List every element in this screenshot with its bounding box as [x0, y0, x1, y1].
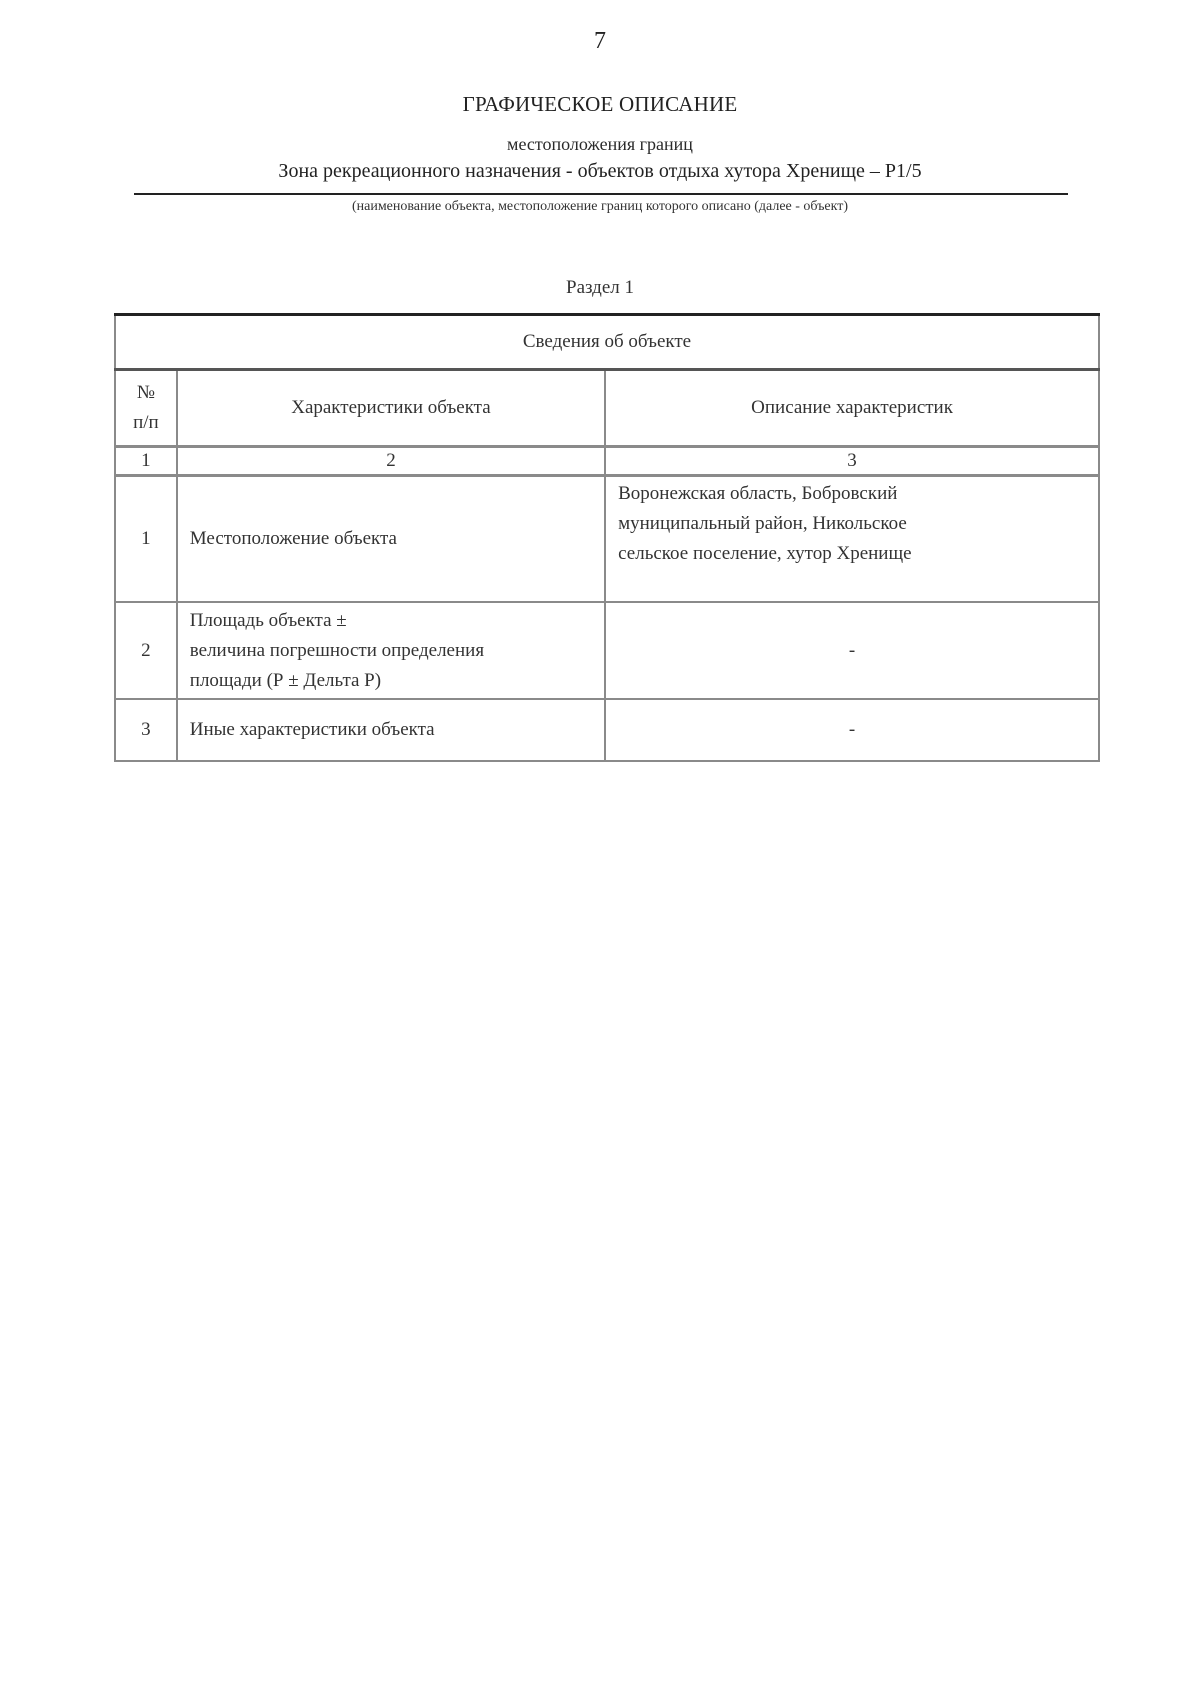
characteristic-line: площади (Р ± Дельта Р) [189, 669, 382, 691]
header-num-line2: п/п [133, 412, 159, 433]
row-num: 3 [115, 699, 177, 761]
document-subtitle: местоположения границ [507, 134, 693, 154]
table-caption-row [115, 315, 1099, 370]
table-row [115, 699, 1099, 761]
description-line: сельское поселение, хутор Хренище [618, 543, 912, 564]
document-title: ГРАФИЧЕСКОЕ ОПИСАНИЕ [462, 92, 738, 116]
description-line: Воронежская область, Бобровский [618, 483, 898, 504]
characteristic-line: Местоположение объекта [189, 528, 397, 549]
characteristic-line: Иные характеристики объекта [189, 719, 435, 740]
index-cell: 1 [115, 447, 177, 476]
description-line: муниципальный район, Никольское [618, 513, 907, 534]
row-characteristic [177, 699, 605, 761]
index-cell: 2 [177, 447, 605, 476]
object-name-caption: (наименование объекта, местоположение границ которого описано (далее - объект) [351, 199, 849, 214]
header-num [115, 370, 177, 447]
object-name: Зона рекреационного назначения - объектов отдыха хутора Хренище – Р1/5 [278, 160, 922, 182]
table-row [115, 602, 1099, 699]
page-number: 7 [594, 28, 606, 54]
row-description [605, 699, 1099, 761]
row-characteristic [177, 476, 605, 603]
object-info-table [114, 313, 1100, 762]
row-num: 1 [115, 476, 177, 603]
table-index-row [115, 447, 1099, 476]
description-line: - [848, 719, 856, 740]
section-label: Раздел 1 [566, 277, 634, 298]
header-num-line1: № [136, 382, 155, 403]
row-description [605, 476, 1099, 603]
description-line: - [848, 639, 856, 661]
row-description [605, 602, 1099, 699]
object-name-underline [134, 193, 1068, 195]
row-num: 2 [115, 602, 177, 699]
table-caption: Сведения об объекте [115, 315, 1099, 370]
characteristic-line: Площадь объекта ± [189, 609, 347, 631]
index-cell: 3 [605, 447, 1099, 476]
header-characteristics: Характеристики объекта [177, 370, 605, 447]
table-header-row [115, 370, 1099, 447]
characteristic-line: величина погрешности определения [189, 639, 485, 661]
table-row [115, 476, 1099, 603]
header-description: Описание характеристик [605, 370, 1099, 447]
row-characteristic [177, 602, 605, 699]
